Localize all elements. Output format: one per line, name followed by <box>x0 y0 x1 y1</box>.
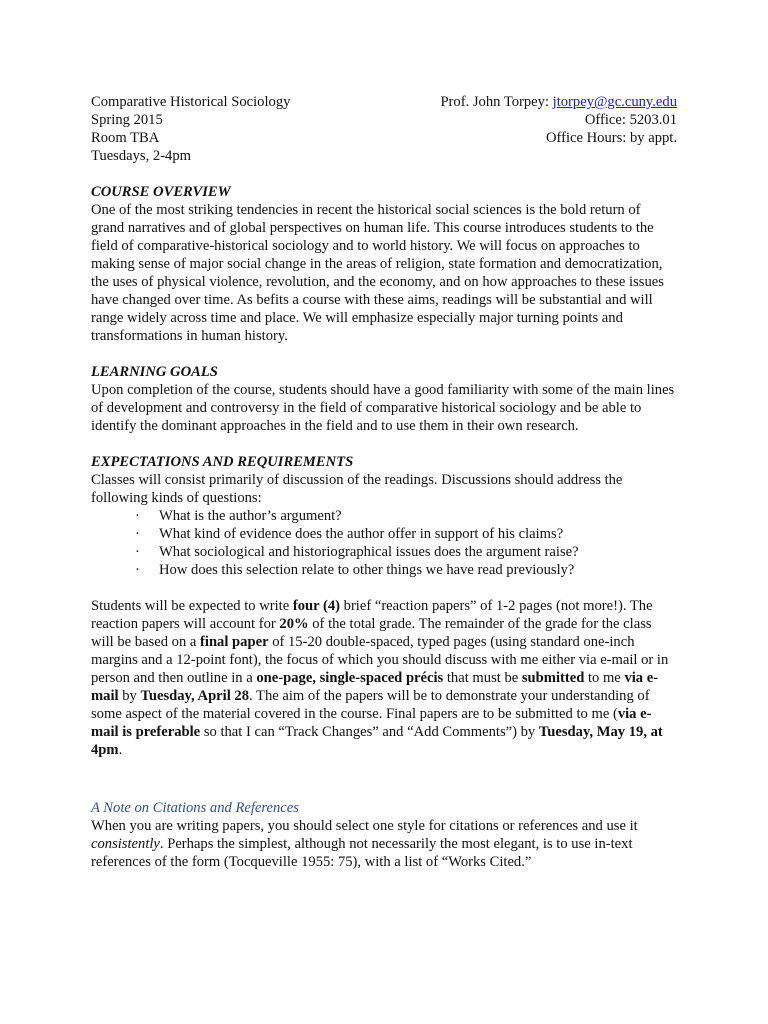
course-term: Spring 2015 <box>91 112 163 128</box>
expectations-intro: Classes will consist primarily of discussion of the readings. Discussions should address the following kinds of questions: <box>91 472 623 506</box>
bullet-icon: · <box>135 526 140 542</box>
goals-heading: LEARNING GOALS <box>91 364 218 380</box>
header-row-3 <box>91 129 677 147</box>
list-item: · What is the author’s argument? <box>135 508 342 524</box>
course-title: Comparative Historical Sociology <box>91 94 291 110</box>
spacer <box>91 759 677 777</box>
course-header <box>91 93 677 165</box>
email-link[interactable]: jtorpey@gc.cuny.edu <box>552 94 677 110</box>
spacer <box>91 579 677 597</box>
list-item: · What kind of evidence does the author offer in support of his claims? <box>135 526 564 542</box>
expectations-heading: EXPECTATIONS AND REQUIREMENTS <box>91 454 354 470</box>
citations-heading: A Note on Citations and References <box>91 800 299 816</box>
office-number: Office: 5203.01 <box>584 112 677 128</box>
list-item: · What sociological and historiographical issues does the argument raise? <box>135 544 579 560</box>
professor-name: Prof. John Torpey: <box>440 94 553 110</box>
header-row-4 <box>91 147 677 165</box>
requirements-text: Students will be expected to write four (4) brief “reaction papers” of 1-2 pages (not more!). The reaction papers will account for 20% of the total grade. The remainder of the grade for the class will be based on a final paper of 15-20 double-spaced, typed pages (using standard one-inch margins and a 12-point font), the focus of which you should discuss with me either via e-mail or in person and then outline in a one-page, single-spaced précis that must be submitted to me via e-mail by Tuesday, April 28. The aim of the papers will be to demonstrate your understanding of some aspect of the material covered in the course. Final papers are to be submitted to me (via e-mail is preferable so that I can “Track Changes” and “Add Comments”) by Tuesday, May 19, at 4pm. <box>91 598 669 758</box>
office-hours: Office Hours: by appt. <box>545 130 677 146</box>
goals-text: Upon completion of the course, students should have a good familiarity with some of the main lines of development and controversy in the field of comparative historical sociology and be able to identify the dominant approaches in the field and to use them in their own research. <box>91 382 675 434</box>
questions-list <box>91 507 677 579</box>
list-item: · How does this selection relate to other things we have read previously? <box>135 562 575 578</box>
overview-text: One of the most striking tendencies in recent the historical social sciences is the bold return of grand narratives and of global perspectives on human life. This course introduces students to the field of comparative-historical sociology and to world history. We will focus on approaches to making sense of major social change in the areas of religion, state formation and democratization, the uses of physical violence, revolution, and the economy, and on how approaches to these issues have changed over time. As befits a course with these aims, readings will be substantial and will range widely across time and place. We will emphasize especially major turning points and transformations in human history. <box>91 202 664 344</box>
bullet-icon: · <box>135 544 140 560</box>
citations-text: When you are writing papers, you should select one style for citations or references and use it consistently. Perhaps the simplest, although not necessarily the most elegant, is to use in-text references of the form (Tocqueville 1955: 75), with a list of “Works Cited.” <box>91 818 638 870</box>
bullet-icon: · <box>135 562 140 578</box>
overview-heading: COURSE OVERVIEW <box>91 184 231 200</box>
syllabus-page <box>91 93 677 871</box>
professor-contact <box>440 93 677 111</box>
course-time: Tuesdays, 2-4pm <box>91 148 192 164</box>
bullet-icon: · <box>135 508 140 524</box>
spacer <box>91 777 677 799</box>
header-row-1 <box>91 93 677 111</box>
course-room: Room TBA <box>91 130 160 146</box>
header-row-2 <box>91 111 677 129</box>
